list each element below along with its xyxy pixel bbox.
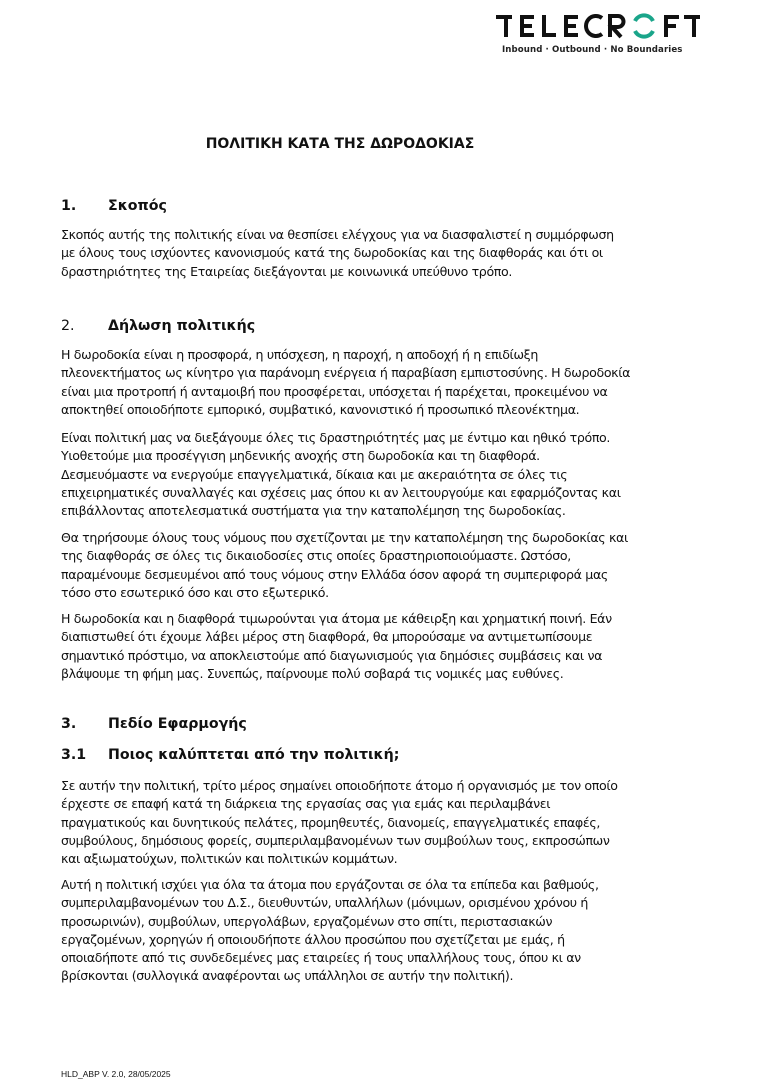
section-heading (61, 318, 255, 334)
paragraph: Σε αυτήν την πολιτική, τρίτο μέρος σημαίνει οποιοδήποτε άτομο ή οργανισμός με τον οποίο έρχεστε σε επαφή κατά τη διάρκεια της εργασίας σας για εμάς και περιλαμβάνει πραγματικούς και δυνητικούς πελάτες, προμηθευτές, διανομείς, επαγγελματικές επαφές, συμβούλους, δημόσιους φορείς, συμπεριλαμβανομένων των συμβούλων τους, εκπροσώπων και αξιωματούχων, πολιτικών και πολιτικών κομμάτων. (61, 778, 618, 867)
paragraph: Σκοπός αυτής της πολιτικής είναι να θεσπίσει ελέγχους για να διασφαλιστεί η συμμόρφωση με όλους τους ισχύοντες κανονισμούς κατά της δωροδοκίας και της διαφθοράς και ότι οι δραστηριότητες της Εταιρείας διεξάγονται με κοινωνικά υπεύθυνο τρόπο. (61, 227, 614, 279)
company-logo (494, 10, 714, 60)
paragraph: Αυτή η πολιτική ισχύει για όλα τα άτομα που εργάζονται σε όλα τα επίπεδα και βαθμούς, συμπεριλαμβανομένων του Δ.Σ., διευθυντών, υπαλλήλων (μόνιμων, ορισμένου χρόνου ή προσωρινών), συμβούλων, υπεργολάβων, εργαζομένων στο σπίτι, περιστασιακών εργαζομένων, χορηγών ή οποιουδήποτε άλλου προσώπου που σχετίζεται με εμάς, ή οποιαδήποτε από τις συνδεδεμένες μας εταιρείες ή τους υπαλλήλους τους, όπου κι αν βρίσκονται (συλλογικά αναφέρονται ως υπάλληλοι σε αυτήν την πολιτική). (61, 877, 599, 984)
paragraph: Είναι πολιτική μας να διεξάγουμε όλες τις δραστηριότητές μας με έντιμο και ηθικό τρόπο. Υιοθετούμε μια προσέγγιση μηδενικής ανοχής στη δωροδοκία και τη διαφθορά. Δεσμευόμαστε να ενεργούμε επαγγελματικά, δίκαια και με ακεραιότητα σε όλες τις επιχειρηματικές συναλλαγές και σχέσεις μας όπου κι αν λειτουργούμε και εφαρμόζοντας και επιβάλλοντας αποτελεσματικά συστήματα για την καταπολέμηση της δωροδοκίας. (61, 430, 621, 519)
subsection-heading (61, 747, 399, 763)
section-heading (61, 198, 167, 214)
section-heading (61, 716, 247, 732)
paragraph: Η δωροδοκία είναι η προσφορά, η υπόσχεση, η παροχή, η αποδοχή ή η επιδίωξη πλεονεκτήματος ως κίνητρο για παράνομη ενέργεια ή παραβίαση εμπιστοσύνης. Η δωροδοκία είναι μια προτροπή ή ανταμοιβή που προσφέρεται, υπόσχεται ή παρέχεται, προκειμένου να αποκτηθεί οποιοδήποτε εμπορικό, συμβατικό, κανονιστικό ή προσωπικό πλεονέκτημα. (61, 347, 631, 417)
subsection-title: Ποιος καλύπτεται από την πολιτική; (108, 747, 400, 763)
section-number: 2. (61, 318, 75, 334)
logo-tagline: Inbound · Outbound · No Boundaries (502, 45, 683, 55)
paragraph: Θα τηρήσουμε όλους τους νόμους που σχετίζονται με την καταπολέμηση της δωροδοκίας και της διαφθοράς σε όλες τις δικαιοδοσίες στις οποίες δραστηριοποιούμαστε. Ωστόσο, παραμένουμε δεσμευμένοι από τους νόμους στην Ελλάδα όσον αφορά τη συμπεριφορά μας τόσο στο εσωτερικό όσο και στο εξωτερικό. (61, 530, 628, 600)
document-footer: HLD_ABP V. 2.0, 28/05/2025 (61, 1069, 171, 1079)
paragraph: Η δωροδοκία και η διαφθορά τιμωρούνται για άτομα με κάθειρξη και χρηματική ποινή. Εάν διαπιστωθεί ότι έχουμε λάβει μέρος στη διαφθορά, θα μπορούσαμε να αντιμετωπίσουμε σημαντικό πρόστιμο, να αποκλειστούμε από διαγωνισμούς για δημόσιες συμβάσεις και να βλάψουμε τη φήμη μας. Συνεπώς, παίρνουμε πολύ σοβαρά τις νομικές μας ευθύνες. (61, 611, 612, 681)
logo-wordmark (494, 10, 714, 42)
document-title: ΠΟΛΙΤΙΚΗ ΚΑΤΑ ΤΗΣ ΔΩΡΟΔΟΚΙΑΣ (205, 136, 475, 152)
subsection-number: 3.1 (61, 747, 87, 763)
section-title: Δήλωση πολιτικής (108, 318, 256, 334)
section-title: Πεδίο Εφαρμογής (108, 716, 247, 732)
telecroft-wordmark-icon (494, 13, 712, 39)
section-number: 3. (61, 716, 77, 732)
section-number: 1. (61, 198, 77, 214)
section-title: Σκοπός (108, 198, 167, 214)
